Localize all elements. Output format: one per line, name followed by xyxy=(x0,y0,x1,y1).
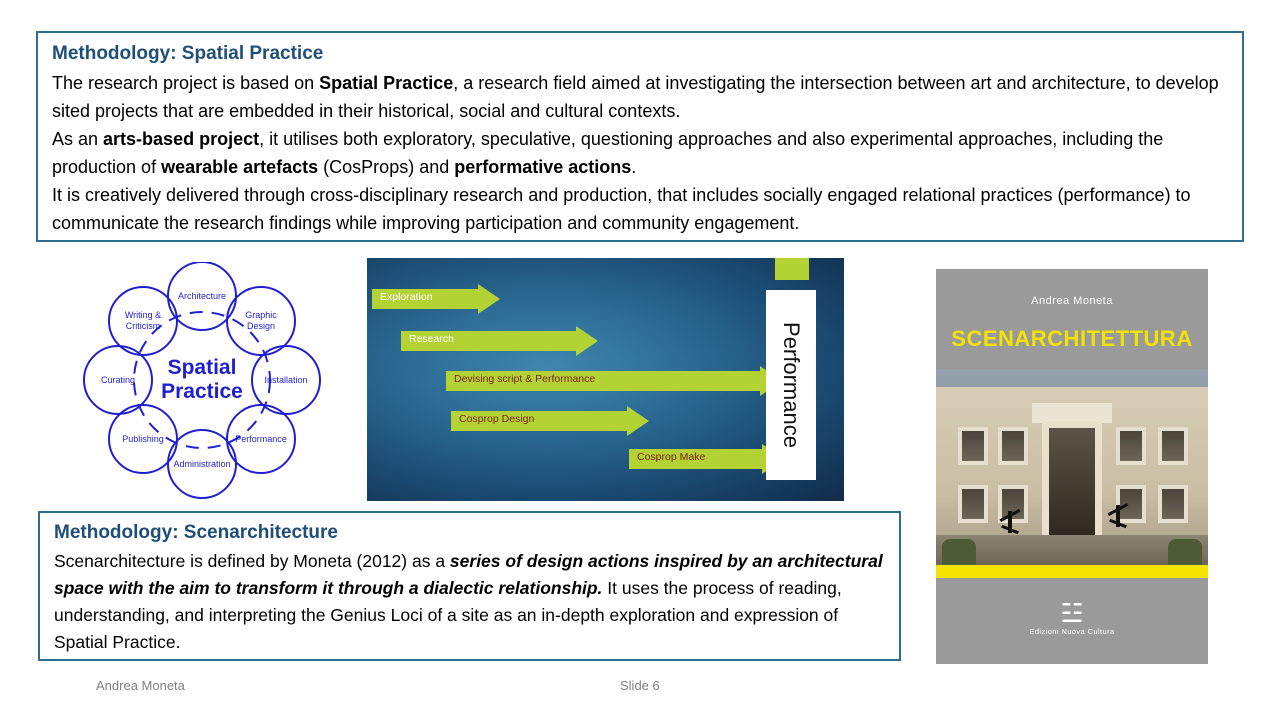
p1-bold-spatial-practice: Spatial Practice xyxy=(319,73,454,93)
green-tab-marker xyxy=(775,258,809,280)
diagram-center-line2: Practice xyxy=(161,380,243,403)
p1-text-c: , a research field aimed at investigating the intersection between art and architecture, to develop sited projects that are embedded in their historical, social and cultural contexts. xyxy=(52,73,1219,121)
process-arrow-devising xyxy=(446,366,782,396)
process-arrow-label-research: Research xyxy=(409,333,454,345)
p2-bold-arts-based: arts-based project xyxy=(103,129,260,149)
p2-text-a: As an xyxy=(52,129,104,149)
book-title: SCENARCHITETTURA xyxy=(951,326,1193,351)
methodology-scenarchitecture-box xyxy=(38,511,901,661)
jumping-figure-right xyxy=(1116,505,1120,527)
cover-yellow-band xyxy=(936,565,1208,578)
node-label-curating: Curating xyxy=(100,375,136,385)
p2-bold-performative: performative actions xyxy=(454,157,632,177)
process-arrow-exploration xyxy=(372,284,500,314)
footer-author: Andrea Moneta xyxy=(96,678,185,693)
publisher-name: Edizioni Nuova Cultura xyxy=(1029,627,1115,636)
node-label-design: Design xyxy=(246,321,276,331)
node-label-administration: Administration xyxy=(173,459,231,469)
top-box-title: Methodology: Spatial Practice xyxy=(52,43,324,64)
book-cover-scenarchitettura xyxy=(936,269,1208,664)
publisher-logo-icon: ☳ xyxy=(1060,598,1084,628)
node-label-performance: Performance xyxy=(235,434,287,444)
process-arrow-cosprop-design xyxy=(451,406,649,436)
process-arrow-label-exploration: Exploration xyxy=(380,291,433,303)
footer-slide-number: Slide 6 xyxy=(620,678,660,693)
p2-text-e: (CosProps) and xyxy=(318,157,455,177)
top-box-paragraph-3: It is creatively delivered through cross-disciplinary research and production, that includes socially engaged relational practices (performance) to communicate the research findings while improving participation and community engagement. xyxy=(52,185,1191,233)
book-cover-photo xyxy=(936,369,1208,565)
performance-panel-label: Performance xyxy=(779,322,804,448)
bp-italic-definition: series of design actions inspired by an architectural space with the aim to transform it through a dialectic relationship. xyxy=(54,551,883,598)
performance-process-diagram xyxy=(367,258,844,501)
performance-panel xyxy=(766,290,816,480)
methodology-spatial-practice-box xyxy=(36,31,1244,242)
node-label-installation: Installation xyxy=(264,375,308,385)
p1-text-a: The research project is based on xyxy=(52,73,320,93)
bp-text-c: It uses the process of reading, understanding, and interpreting the Genius Loci of a site as an in-depth exploration and expression of Spatial Practice. xyxy=(54,578,842,652)
p2-bold-wearable: wearable artefacts xyxy=(161,157,319,177)
node-label-criticism: Criticism xyxy=(125,321,161,331)
process-arrow-label-cosprop-make: Cosprop Make xyxy=(637,451,706,463)
diagram-center-line1: Spatial xyxy=(167,356,237,379)
bottom-box-title: Methodology: Scenarchitecture xyxy=(54,522,338,543)
book-author: Andrea Moneta xyxy=(1031,295,1113,307)
process-arrow-label-cosprop-design: Cosprop Design xyxy=(459,413,535,425)
spatial-practice-diagram xyxy=(62,262,342,502)
process-arrow-cosprop-make xyxy=(629,444,784,474)
node-label-publishing: Publishing xyxy=(122,434,164,444)
process-arrow-research xyxy=(401,326,598,356)
top-box-paragraph-1 xyxy=(52,69,1232,125)
top-box-paragraph-2 xyxy=(52,125,1232,181)
node-label-architecture: Architecture xyxy=(177,291,227,301)
bottom-box-paragraph xyxy=(54,548,889,656)
process-arrow-label-devising: Devising script & Performance xyxy=(454,373,596,385)
publisher-block xyxy=(936,599,1208,636)
node-label-writing: Writing & xyxy=(124,310,162,320)
node-label-graphic: Graphic xyxy=(245,310,277,320)
jumping-figure-left xyxy=(1008,511,1012,533)
p2-text-c: , it utilises both exploratory, speculative, questioning approaches and also experimental approaches, including the production of xyxy=(52,129,1164,177)
bp-text-a: Scenarchitecture is defined by Moneta (2012) as a xyxy=(54,551,450,571)
p2-text-g: . xyxy=(631,157,637,177)
